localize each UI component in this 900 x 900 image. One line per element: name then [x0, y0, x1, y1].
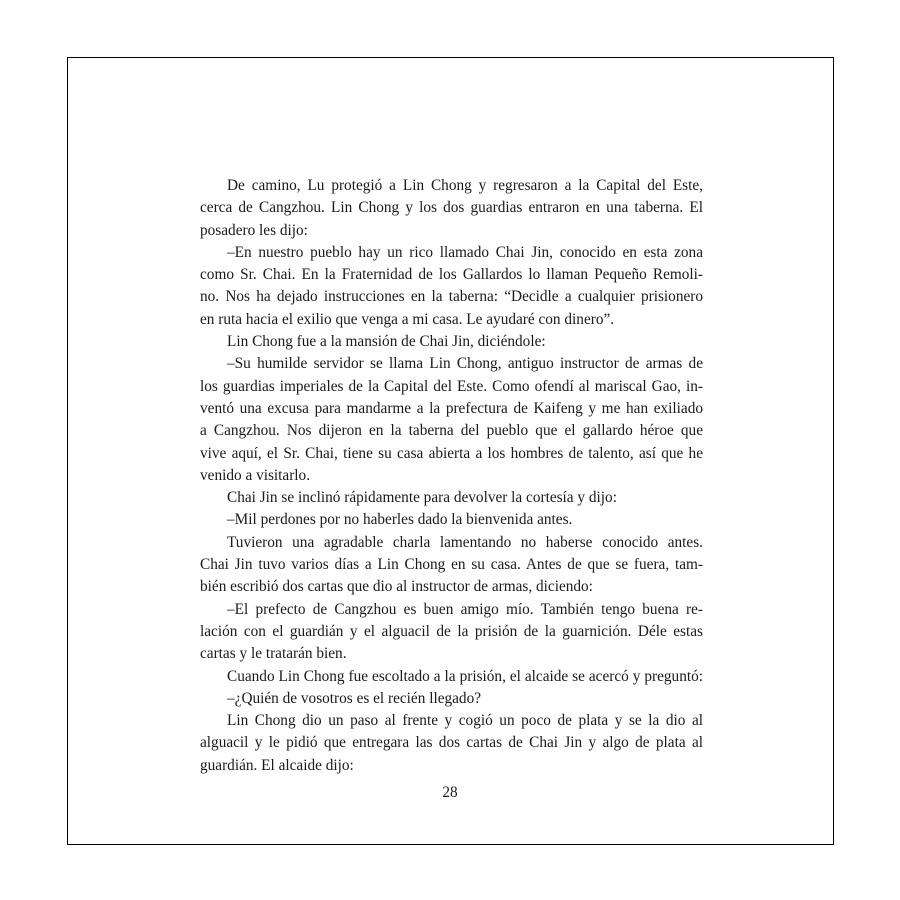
text-line: De camino, Lu protegió a Lin Chong y regresaron a la Capital del Este, [227, 177, 703, 194]
text-line: vive aquí, el Sr. Chai, tiene su casa abierta a los hombres de talento, así que he [200, 444, 703, 462]
text-line: Chai Jin se inclinó rápidamente para devolver la cortesía y dijo: [227, 489, 617, 507]
text-line: Tuvieron una agradable charla lamentando no haberse conocido antes. [227, 533, 703, 551]
text-line: lación con el guardián y el alguacil de la prisión de la guarnición. Déle estas [200, 622, 703, 640]
text-line: –¿Quién de vosotros es el recién llegado? [227, 689, 482, 707]
text-line: alguacil y le pidió que entregara las dos cartas de Chai Jin y algo de plata al [200, 734, 703, 752]
text-line: a Cangzhou. Nos dijeron en la taberna del pueblo que el gallardo héroe que [200, 422, 703, 440]
text-line: Chai Jin tuvo varios días a Lin Chong en su casa. Antes de que se fuera, tam- [200, 556, 703, 574]
text-line: bién escribió dos cartas que dio al instructor de armas, diciendo: [200, 578, 593, 596]
body-text [200, 175, 703, 777]
text-line: venido a visitarlo. [200, 466, 311, 484]
text-line: Lin Chong fue a la mansión de Chai Jin, diciéndole: [227, 333, 546, 351]
text-line: los guardias imperiales de la Capital del Este. Como ofendí al mariscal Gao, in- [200, 377, 703, 395]
text-line: guardián. El alcaide dijo: [200, 756, 354, 774]
text-line: como Sr. Chai. En la Fraternidad de los Gallardos lo llaman Pequeño Remoli- [200, 266, 703, 284]
text-line: –Mil perdones por no haberles dado la bienvenida antes. [227, 511, 573, 529]
text-line: en ruta hacia el exilio que venga a mi casa. Le ayudaré con dinero”. [200, 310, 615, 328]
text-line: –El prefecto de Cangzhou es buen amigo mío. También tengo buena re- [227, 600, 703, 618]
text-line: ventó una excusa para mandarme a la prefectura de Kaifeng y me han exiliado [200, 399, 703, 417]
text-line: posadero les dijo: [200, 221, 308, 239]
text-line: –En nuestro pueblo hay un rico llamado Chai Jin, conocido en esta zona [227, 243, 703, 261]
page-number: 28 [442, 784, 458, 801]
text-line: Cuando Lin Chong fue escoltado a la prisión, el alcaide se acercó y preguntó: [227, 667, 703, 685]
text-line: –Su humilde servidor se llama Lin Chong, antiguo instructor de armas de [227, 355, 703, 373]
text-line: Lin Chong dio un paso al frente y cogió un poco de plata y se la dio al [227, 712, 703, 730]
text-line: cartas y le tratarán bien. [200, 645, 347, 663]
text-line: cerca de Cangzhou. Lin Chong y los dos guardias entraron en una taberna. El [200, 199, 703, 217]
text-line: no. Nos ha dejado instrucciones en la taberna: “Decidle a cualquier prisionero [200, 288, 703, 306]
